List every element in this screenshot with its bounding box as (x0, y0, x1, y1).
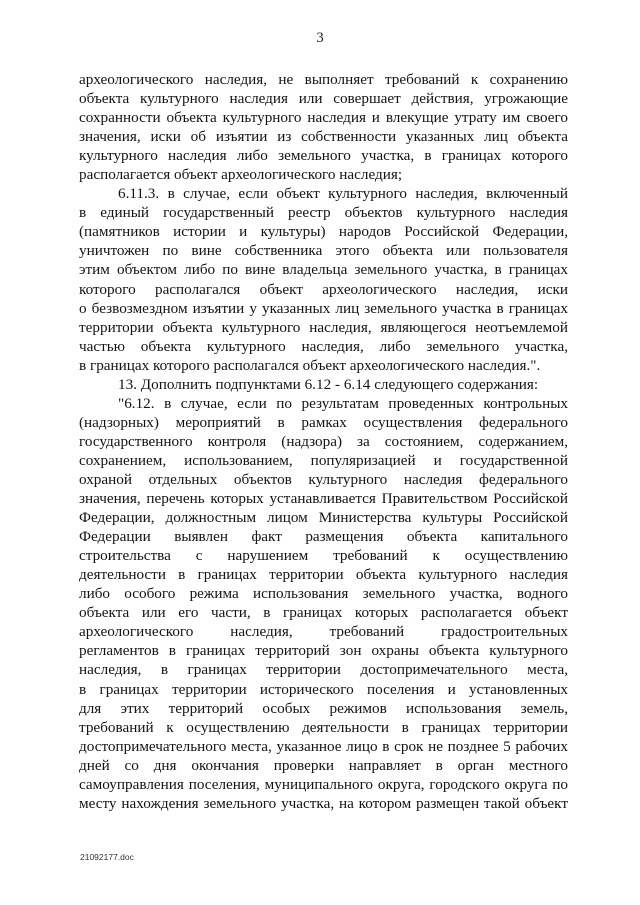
text-line: месту нахождения земельного участка, на котором размещен такой объект (79, 794, 568, 812)
text-line: в единый государственный реестр объектов культурного наследия (79, 204, 568, 222)
text-line: строительства с нарушением требований к осуществлению (79, 547, 568, 565)
text-line: в границах территории исторического поселения и установленных (79, 680, 568, 698)
text-line: археологического наследия, требований градостроительных (79, 623, 568, 641)
page-number: 3 (316, 30, 324, 46)
text-line: значения, перечень которых устанавливается Правительством Российской (79, 490, 568, 508)
text-line: для этих территорий особых режимов использования земель, (79, 699, 568, 717)
text-line: частью объекта культурного наследия, либо земельного участка, (79, 337, 568, 355)
text-line: о безвозмездном изъятии у указанных лиц земельного участка в границах (79, 299, 568, 317)
text-line: (памятников истории и культуры) народов Российской Федерации, (79, 223, 568, 241)
text-line: уничтожен по вине собственника этого объекта или пользователя (79, 242, 568, 260)
text-line: охраной отдельных объектов культурного наследия федерального (79, 470, 568, 488)
text-line: 6.11.3. в случае, если объект культурного наследия, включенный (118, 185, 568, 203)
text-line: либо особого режима использования земельного участка, водного (79, 585, 568, 603)
text-line: (надзорных) мероприятий в рамках осуществления федерального (79, 413, 568, 431)
text-line: Федерации, должностным лицом Министерства культуры Российской (79, 509, 568, 527)
text-line: этим объектом либо по вине владельца земельного участка, в границах (79, 261, 568, 279)
text-line: археологического наследия, не выполняет требований к сохранению (79, 71, 568, 88)
text-line: в границах которого располагался объект археологического наследия.". (79, 356, 541, 374)
text-line: сохранности объекта культурного наследия и влекущие утрату им своего (79, 109, 568, 127)
paragraph-continuation (79, 70, 568, 184)
text-line: территории объекта культурного наследия, являющегося неотъемлемой (79, 318, 568, 336)
text-line: 13. Дополнить подпунктами 6.12 - 6.14 следующего содержания: (118, 375, 539, 393)
text-line: требований к осуществлению деятельности в границах территории (79, 718, 568, 736)
text-line: культурного наследия либо земельного участка, в границах которого (79, 147, 568, 165)
text-line: располагается объект археологического наследия; (79, 166, 403, 184)
text-line: достопримечательного места, указанное лицо в срок не позднее 5 рабочих (79, 737, 568, 755)
text-line: "6.12. в случае, если по результатам проведенных контрольных (118, 394, 568, 412)
paragraph-6-12 (79, 394, 568, 813)
paragraph-13 (79, 375, 568, 394)
text-line: значения, иски об изъятии из собственности указанных лиц объекта (79, 128, 568, 146)
document-body (79, 70, 568, 813)
document-file-code: 21092177.doc (80, 852, 134, 862)
text-line: которого располагался объект археологического наследия, иски (79, 280, 568, 298)
text-line: регламентов в границах территорий зон охраны объекта культурного (79, 642, 568, 660)
text-line: дней со дня окончания проверки направляет в орган местного (79, 756, 568, 774)
text-line: деятельности в границах территории объекта культурного наследия (79, 566, 568, 584)
text-line: государственного контроля (надзора) за состоянием, содержанием, (79, 432, 568, 450)
text-line: самоуправления поселения, муниципального округа, городского округа по (79, 775, 568, 793)
text-line: объекта культурного наследия или совершает действия, угрожающие (79, 90, 568, 108)
text-line: наследия, в границах территории достопримечательного места, (79, 661, 568, 679)
text-line: объекта или его части, в границах которых располагается объект (79, 604, 568, 622)
text-line: сохранением, использованием, популяризацией и государственной (79, 451, 568, 469)
paragraph-6-11-3 (79, 184, 568, 374)
text-line: Федерации выявлен факт размещения объекта капитального (79, 528, 568, 546)
